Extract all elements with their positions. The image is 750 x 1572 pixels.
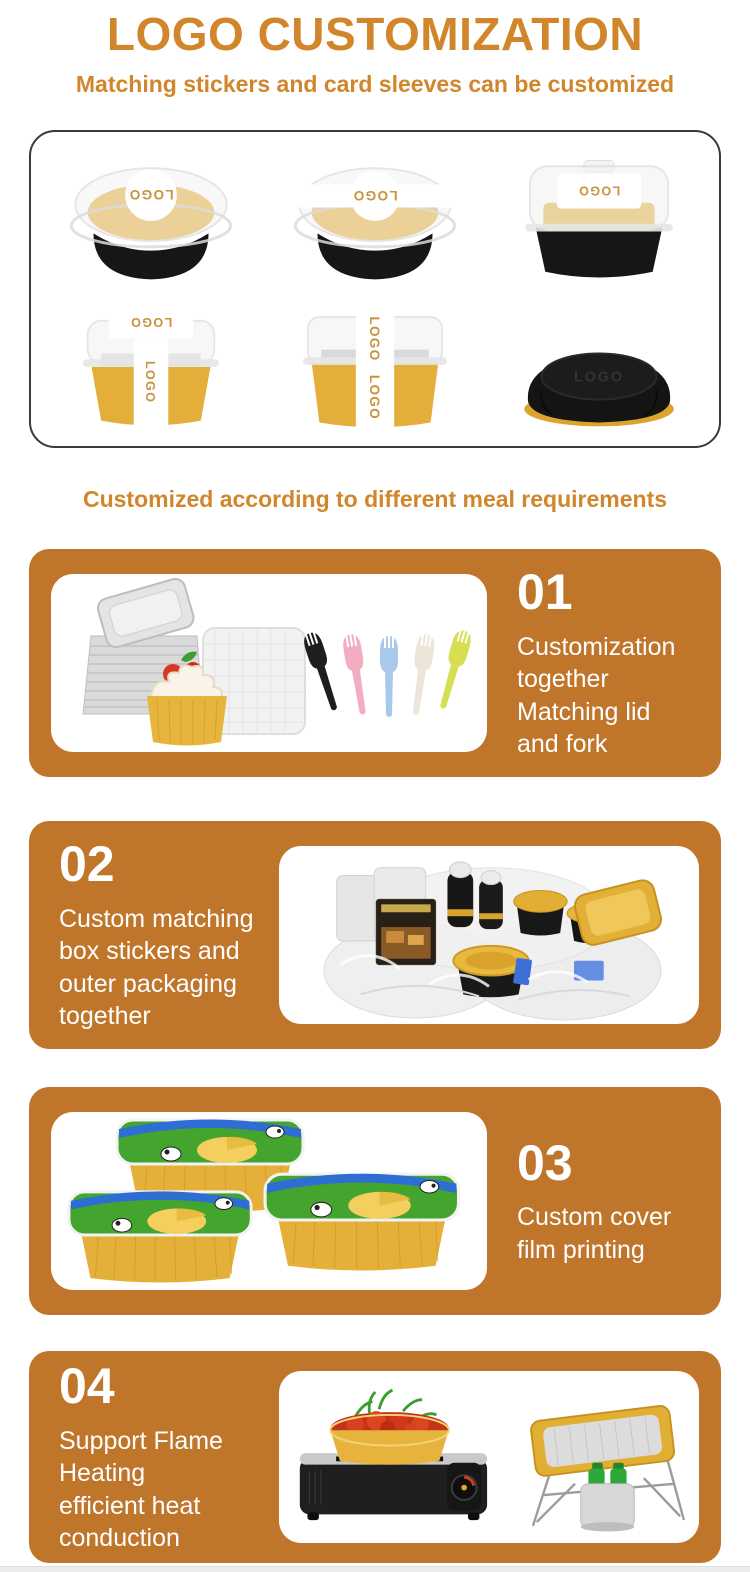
product-t-sleeve-image (46, 294, 256, 434)
product-strip-sticker (270, 149, 480, 289)
printed-container-right (265, 1174, 458, 1271)
feature-card-03 (29, 1087, 721, 1315)
product-t-sleeve (46, 294, 256, 434)
fork-set (301, 628, 474, 718)
feature-card-04 (29, 1351, 721, 1563)
card-01-line: Customization (517, 632, 676, 661)
wrapped-packaging-image (279, 846, 699, 1024)
logo-card-text: LOGO (577, 183, 621, 198)
card-04-photo-panel (279, 1371, 699, 1543)
card-01-line: and fork (517, 730, 608, 759)
product-black-lid (494, 294, 704, 434)
lid-and-fork-image (51, 574, 487, 752)
page-subtitle: Matching stickers and card sleeves can be customized (75, 71, 675, 98)
product-vertical-sleeve (270, 294, 480, 434)
card-04-text (59, 1360, 265, 1555)
card-02-text (59, 838, 265, 1033)
logo-embossed-text: LOGO (574, 369, 624, 386)
card-04-line: Heating (59, 1459, 146, 1488)
card-02-line: outer packaging (59, 969, 237, 998)
logo-sleeve-front-text: LOGO (143, 360, 158, 404)
card-04-line: efficient heat (59, 1491, 201, 1520)
printed-container-left (69, 1192, 251, 1283)
flame-heating-image (279, 1371, 699, 1543)
card-02-photo-panel (279, 846, 699, 1024)
fuel-can (581, 1463, 635, 1532)
logo-sleeve-top-text: LOGO (129, 314, 173, 329)
logo-strip-lower-text: LOGO (367, 374, 383, 420)
card-01-text (517, 566, 703, 761)
printed-film-containers-image (51, 1112, 487, 1290)
logo-sticker-text: LOGO (352, 187, 398, 203)
box-sticker-card (376, 900, 435, 965)
card-04-number: 04 (59, 1358, 115, 1415)
feature-card-02 (29, 821, 721, 1049)
card-01-number: 01 (517, 564, 573, 621)
card-02-line: together (59, 1002, 151, 1031)
product-vertical-sleeve-image (270, 294, 480, 434)
card-03-text (517, 1134, 703, 1267)
page-bottom-divider (0, 1566, 750, 1572)
black-bottle-2 (479, 871, 503, 929)
card-01-line: Matching lid (517, 697, 651, 726)
foil-tray-stand (530, 1405, 684, 1532)
feature-card-01 (29, 549, 721, 777)
logo-strip-upper-text: LOGO (367, 316, 383, 362)
card-03-photo-panel (51, 1112, 487, 1290)
card-04-line: conduction (59, 1524, 180, 1553)
page-title: LOGO CUSTOMIZATION (106, 8, 644, 60)
product-rect-card-image (494, 149, 704, 289)
card-04-line: Support Flame (59, 1426, 223, 1455)
card-03-line: Custom cover (517, 1203, 672, 1232)
card-01-line: together (517, 665, 609, 694)
card-02-line: Custom matching (59, 904, 254, 933)
product-strip-sticker-image (270, 149, 480, 289)
black-bottle-1 (447, 862, 473, 927)
product-black-lid-image (494, 294, 704, 434)
card-03-line: film printing (517, 1235, 645, 1264)
product-round-sticker-image (46, 149, 256, 289)
meal-requirements-heading: Customized according to different meal requirements (82, 486, 668, 513)
card-01-photo-panel (51, 574, 487, 752)
card-02-line: box stickers and (59, 937, 240, 966)
logo-sticker-text: LOGO (128, 187, 174, 203)
product-rect-card (494, 149, 704, 289)
card-03-number: 03 (517, 1134, 573, 1191)
card-02-number: 02 (59, 836, 115, 893)
product-round-sticker (46, 149, 256, 289)
logo-products-panel (29, 130, 721, 448)
header (0, 0, 750, 98)
crawfish-bowl (330, 1390, 448, 1465)
